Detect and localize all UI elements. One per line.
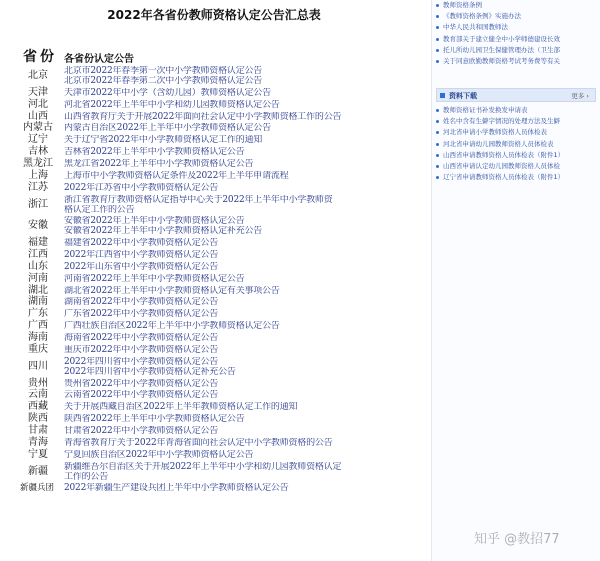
bullet-icon xyxy=(436,154,439,157)
province-cell: 湖北 xyxy=(28,284,48,296)
download-link-label: 山西省申请教师资格人员体检表（附件1） xyxy=(443,150,565,159)
law-link-label: 《教师资格条例》实施办法 xyxy=(443,12,521,21)
notice-link[interactable] xyxy=(64,333,424,343)
notice-link[interactable] xyxy=(64,426,424,436)
province-cell: 上海 xyxy=(28,169,48,181)
province-cell: 天津 xyxy=(28,86,48,98)
notice-link[interactable] xyxy=(64,216,424,236)
province-cell: 宁夏 xyxy=(28,448,48,460)
notice-link[interactable] xyxy=(64,402,424,412)
table-row xyxy=(0,238,428,248)
province-cell: 江西 xyxy=(28,249,48,261)
bullet-icon xyxy=(436,131,439,134)
notice-link[interactable] xyxy=(64,379,424,389)
table-row xyxy=(0,379,428,389)
table-row xyxy=(0,462,428,482)
table-row xyxy=(0,357,428,377)
province-cell: 山西 xyxy=(28,110,48,122)
notice-link[interactable] xyxy=(64,286,424,296)
province-cell: 重庆 xyxy=(28,343,48,355)
province-cell: 云南 xyxy=(28,389,48,401)
notice-link[interactable] xyxy=(64,438,424,448)
notice-line: 安徽省2022年上半年中小学教师资格认定补充公告 xyxy=(64,226,263,237)
province-cell: 辽宁 xyxy=(28,134,48,146)
table-row xyxy=(0,274,428,284)
download-link[interactable] xyxy=(432,172,597,183)
notice-link[interactable] xyxy=(64,262,424,272)
notice-line: 湖南省2022年中小学教师资格认定公告 xyxy=(64,297,219,308)
download-link[interactable] xyxy=(432,127,597,138)
notice-link[interactable] xyxy=(64,483,424,493)
notice-line: 广东省2022年中小学教师资格认定公告 xyxy=(64,309,219,320)
notice-line: 2022年江西省中小学教师资格认定公告 xyxy=(64,250,219,261)
province-cell: 新疆兵团 xyxy=(19,483,54,494)
province-cell: 内蒙古 xyxy=(23,122,53,134)
province-cell: 北京 xyxy=(28,70,48,81)
table-row xyxy=(0,216,428,236)
notice-line: 工作的公告 xyxy=(64,471,109,482)
bullet-icon xyxy=(436,176,439,179)
notice-line: 甘肃省2022年中小学教师资格认定公告 xyxy=(64,425,219,436)
notice-line: 北京市2022年春季第一次中小学教师资格认定公告 xyxy=(64,66,263,76)
notice-line: 2022年四川省中小学教师资格认定补充公告 xyxy=(64,366,236,377)
province-cell: 甘肃 xyxy=(28,424,48,436)
bullet-icon xyxy=(436,165,439,168)
notice-line: 陕西省2022年上半年中小学教师资格认定公告 xyxy=(64,414,245,425)
bullet-icon xyxy=(436,120,439,123)
notice-link[interactable] xyxy=(64,390,424,400)
law-link[interactable] xyxy=(432,45,597,56)
table-row xyxy=(0,183,428,193)
download-link[interactable] xyxy=(432,139,597,150)
notice-line: 河南省2022年上半年中小学教师资格认定公告 xyxy=(64,273,245,284)
notice-line: 2022年新疆生产建设兵团上半年中小学教师资格认定公告 xyxy=(64,483,289,494)
notice-link[interactable] xyxy=(64,274,424,284)
download-link[interactable] xyxy=(432,150,597,161)
province-cell: 青海 xyxy=(28,436,48,448)
bullet-icon xyxy=(436,49,439,52)
province-cell: 广西 xyxy=(28,320,48,332)
notice-line: 黑龙江省2022年上半年中小学教师资格认定公告 xyxy=(64,158,254,169)
download-link-label: 姓名中含有生僻字情况的处理方法及生僻 xyxy=(443,117,560,126)
notice-line: 2022年四川省中小学教师资格认定公告 xyxy=(64,356,219,367)
table-row xyxy=(0,195,428,215)
province-cell: 安徽 xyxy=(28,220,48,232)
notice-link[interactable] xyxy=(64,183,424,193)
notice-line: 2022年江苏省中小学教师资格认定公告 xyxy=(64,182,219,193)
table-row xyxy=(0,123,428,133)
province-cell: 黑龙江 xyxy=(23,157,53,169)
notice-link[interactable] xyxy=(64,147,424,157)
notice-line: 关于辽宁省2022年中小学教师资格认定工作的通知 xyxy=(64,135,263,146)
law-link-label: 教育部关于建立健全中小学师德建设长效 xyxy=(443,34,560,43)
province-cell: 福建 xyxy=(28,237,48,249)
law-link[interactable] xyxy=(432,0,597,11)
table-row xyxy=(0,100,428,110)
table-row xyxy=(0,450,428,460)
notice-line: 2022年山东省中小学教师资格认定公告 xyxy=(64,261,219,272)
table-row xyxy=(0,147,428,157)
notice-link[interactable] xyxy=(64,357,424,377)
notice-line: 上海市中小学教师资格认定条件及2022年上半年申请流程 xyxy=(64,170,289,181)
more-link[interactable]: 更多 › xyxy=(571,92,589,100)
law-link[interactable] xyxy=(432,56,597,67)
download-link[interactable] xyxy=(432,105,597,116)
notice-link[interactable] xyxy=(64,238,424,248)
notice-line: 内蒙古自治区2022年上半年中小学教师资格认定公告 xyxy=(64,123,271,134)
bullet-icon xyxy=(436,38,439,41)
panel-icon xyxy=(440,93,445,98)
notice-line: 湖北省2022年上半年中小学教师资格认定有关事项公告 xyxy=(64,285,280,296)
province-cell: 山东 xyxy=(28,260,48,272)
downloads-list xyxy=(432,105,597,183)
watermark: 知乎 @教招77 xyxy=(474,532,560,547)
province-cell: 吉林 xyxy=(28,146,48,158)
downloads-panel-title: 资料下载 xyxy=(449,92,477,100)
notice-line: 山西省教育厅关于开展2022年面向社会认定中小学教师资格工作的公告 xyxy=(64,111,342,122)
notice-link[interactable] xyxy=(64,297,424,307)
table-row xyxy=(0,88,428,98)
law-link[interactable] xyxy=(432,34,597,45)
notice-link[interactable] xyxy=(64,171,424,181)
law-link-label: 关于同意欧勤教师资格考试考务费等有关 xyxy=(443,57,560,66)
law-link-label: 教师资格条例 xyxy=(443,1,482,9)
header-notice: 各省份认定公告 xyxy=(64,54,134,65)
notice-line: 天津市2022年中小学（含幼儿园）教师资格认定公告 xyxy=(64,87,271,98)
bullet-icon xyxy=(436,60,439,63)
bullet-icon xyxy=(436,109,439,112)
header-province: 省份 xyxy=(23,49,57,65)
notice-link[interactable] xyxy=(64,88,424,98)
table-row xyxy=(0,135,428,145)
download-link-label: 教师资格证书补发换发申请表 xyxy=(443,106,528,114)
table-row xyxy=(0,262,428,272)
province-cell: 贵州 xyxy=(28,377,48,389)
law-link-label: 中华人民共和国教师法 xyxy=(443,23,508,32)
notice-line: 安徽省2022年上半年中小学教师资格认定公告 xyxy=(64,216,245,227)
table-row xyxy=(0,297,428,307)
page-title: 2022年各省份教师资格认定公告汇总表 xyxy=(107,8,321,22)
notice-link[interactable] xyxy=(64,66,424,86)
notice-link[interactable] xyxy=(64,450,424,460)
province-cell: 西藏 xyxy=(28,401,48,413)
notice-line: 格认定工作的公告 xyxy=(64,204,135,215)
table-row xyxy=(0,426,428,436)
notice-line: 重庆市2022年中小学教师资格认定公告 xyxy=(64,344,219,355)
table-row xyxy=(0,333,428,343)
notice-line: 青海省教育厅关于2022年青海省面向社会认定中小学教师资格的公告 xyxy=(64,437,333,448)
table-row xyxy=(0,112,428,122)
notice-link[interactable] xyxy=(64,159,424,169)
province-cell: 广东 xyxy=(28,308,48,320)
downloads-panel-header xyxy=(436,88,596,102)
download-link[interactable] xyxy=(432,161,597,172)
notice-link[interactable] xyxy=(64,135,424,145)
table-row xyxy=(0,159,428,169)
notice-link[interactable] xyxy=(64,345,424,355)
province-cell: 湖南 xyxy=(28,296,48,308)
province-cell: 四川 xyxy=(28,360,48,372)
law-link[interactable] xyxy=(432,11,597,22)
notice-link[interactable] xyxy=(64,309,424,319)
download-link-label: 山西省申请认定幼儿园教师资格人员体检 xyxy=(443,162,560,171)
download-link-label: 辽宁省申请教师资格人员体检表（附件1） xyxy=(443,173,565,182)
table-row xyxy=(0,483,428,493)
notice-link[interactable] xyxy=(64,112,424,122)
notice-line: 福建省2022年中小学教师资格认定公告 xyxy=(64,238,219,249)
download-link[interactable] xyxy=(432,116,597,127)
table-row xyxy=(0,390,428,400)
notice-line: 云南省2022年中小学教师资格认定公告 xyxy=(64,390,219,401)
notice-line: 关于开展西藏自治区2022年上半年教师资格认定工作的通知 xyxy=(64,402,298,413)
table-row xyxy=(0,171,428,181)
notice-link[interactable] xyxy=(64,123,424,133)
table-row xyxy=(0,402,428,412)
table-row xyxy=(0,438,428,448)
download-link-label: 河北省申请小学教师资格人员体检表 xyxy=(443,128,547,137)
province-cell: 浙江 xyxy=(28,198,48,210)
download-link-label: 河北省申请幼儿园教师资格人员体检表 xyxy=(443,139,554,148)
notice-line: 浙江省教育厅教师资格认定指导中心关于2022年上半年中小学教师资 xyxy=(64,194,333,205)
notice-line: 河北省2022年上半年中小学和幼儿园教师资格认定公告 xyxy=(64,99,280,110)
bullet-icon xyxy=(436,143,439,146)
notice-line: 贵州省2022年中小学教师资格认定公告 xyxy=(64,378,219,389)
province-cell: 海南 xyxy=(28,332,48,343)
sidebar xyxy=(431,0,600,561)
law-link-label: 托儿所幼儿园卫生保健管理办法（卫生部 xyxy=(443,45,560,54)
notice-link[interactable] xyxy=(64,321,424,331)
table-row xyxy=(0,345,428,355)
table-row xyxy=(0,414,428,424)
bullet-icon xyxy=(436,15,439,18)
notice-line: 北京市2022年春季第二次中小学教师资格认定公告 xyxy=(64,76,263,86)
province-cell: 河南 xyxy=(28,272,48,284)
notice-link[interactable] xyxy=(64,250,424,260)
bullet-icon xyxy=(436,4,439,7)
notice-link[interactable] xyxy=(64,462,424,482)
notice-link[interactable] xyxy=(64,100,424,110)
province-cell: 新疆 xyxy=(28,465,48,477)
law-links-list xyxy=(432,0,597,67)
table-row xyxy=(0,286,428,296)
table-row xyxy=(0,66,428,86)
table-row xyxy=(0,321,428,331)
notice-line: 吉林省2022年上半年中小学教师资格认定公告 xyxy=(64,147,245,158)
notice-link[interactable] xyxy=(64,195,424,215)
notice-link[interactable] xyxy=(64,414,424,424)
notice-line: 新疆维吾尔自治区关于开展2022年上半年中小学和幼儿园教师资格认定 xyxy=(64,461,342,472)
province-cell: 江苏 xyxy=(28,181,48,193)
notice-line: 海南省2022年中小学教师资格认定公告 xyxy=(64,333,219,343)
table-row xyxy=(0,250,428,260)
notice-line: 宁夏回族自治区2022年中小学教师资格认定公告 xyxy=(64,449,254,460)
province-cell: 河北 xyxy=(28,98,48,110)
notice-line: 广西壮族自治区2022年上半年中小学教师资格认定公告 xyxy=(64,321,280,332)
bullet-icon xyxy=(436,26,439,29)
table-row xyxy=(0,309,428,319)
law-link[interactable] xyxy=(432,22,597,33)
province-cell: 陕西 xyxy=(28,413,48,425)
